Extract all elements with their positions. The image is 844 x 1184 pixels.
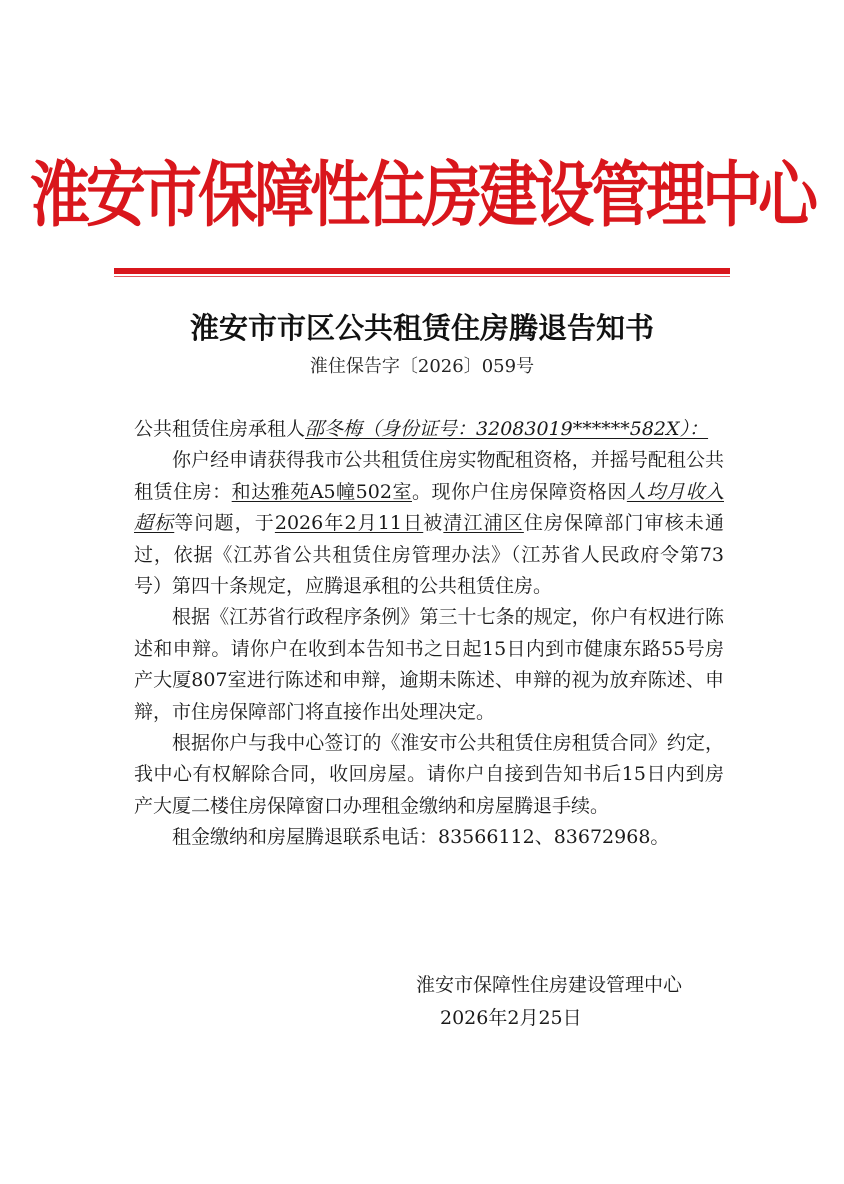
paragraph-3: 根据你户与我中心签订的《淮安市公共租赁住房租赁合同》约定，我中心有权解除合同，收回房屋。请你户自接到告知书后15日内到房产大厦二楼住房保障窗口办理租金缴纳和房屋腾退手续。	[134, 732, 724, 817]
letterhead-red-rule	[114, 268, 730, 274]
id-number: 32083019******582X	[476, 418, 680, 440]
document-number: 淮住保告字〔2026〕059号	[309, 356, 535, 377]
signature-org: 淮安市保障性住房建设管理中心	[416, 974, 683, 996]
para1-text-2: 。现你户住房保障资格因	[412, 480, 627, 503]
paragraph-4: 租金缴纳和房屋腾退联系电话：83566112、83672968。	[172, 826, 670, 849]
id-label: （身份证号：	[362, 418, 477, 440]
letterhead-org-name: 淮安市保障性住房建设管理中心	[30, 154, 814, 238]
paragraph-1	[134, 445, 724, 602]
review-date: 2026年2月11日	[274, 512, 424, 535]
id-suffix: ）：	[679, 418, 709, 440]
para1-text-4: 被	[423, 512, 444, 535]
paragraph-2: 根据《江苏省行政程序条例》第三十七条的规定，你户有权进行陈述和申辩。请你户在收到本告知书之日起15日内到市健康东路55号房产大厦807室进行陈述和申辩，逾期未陈述、申辩的视为放弃陈述、申辩，市住房保障部门将直接作出处理决定。	[134, 606, 724, 723]
house-address: 和达雅苑A5幢502室	[231, 480, 412, 503]
signature-date: 2026年2月25日	[440, 1007, 582, 1029]
para1-text-3: 等问题，于	[174, 512, 275, 535]
salutation-prefix: 公共租赁住房承租人	[134, 418, 306, 440]
tenant-name: 邵冬梅	[305, 418, 363, 440]
document-title: 淮安市市区公共租赁住房腾退告知书	[189, 311, 654, 345]
letterhead-red-rule-thin	[114, 276, 730, 277]
district: 清江浦区	[443, 512, 524, 535]
salutation	[134, 414, 724, 445]
para1-text-5: 住房保障部门审核未通过，依据《江苏省公共租赁住房管理办法》（江苏省人民政府令第73号）第四十条规定，应腾退承租的公共租赁住房。	[134, 512, 724, 598]
tenant-name-id	[305, 418, 708, 440]
para1-text-1: 你户经申请获得我市公共租赁住房实物配租资格，并摇号配租公共租赁住房：	[134, 449, 724, 503]
document-body	[134, 414, 724, 854]
reason: 人均月收入超标	[134, 480, 724, 535]
